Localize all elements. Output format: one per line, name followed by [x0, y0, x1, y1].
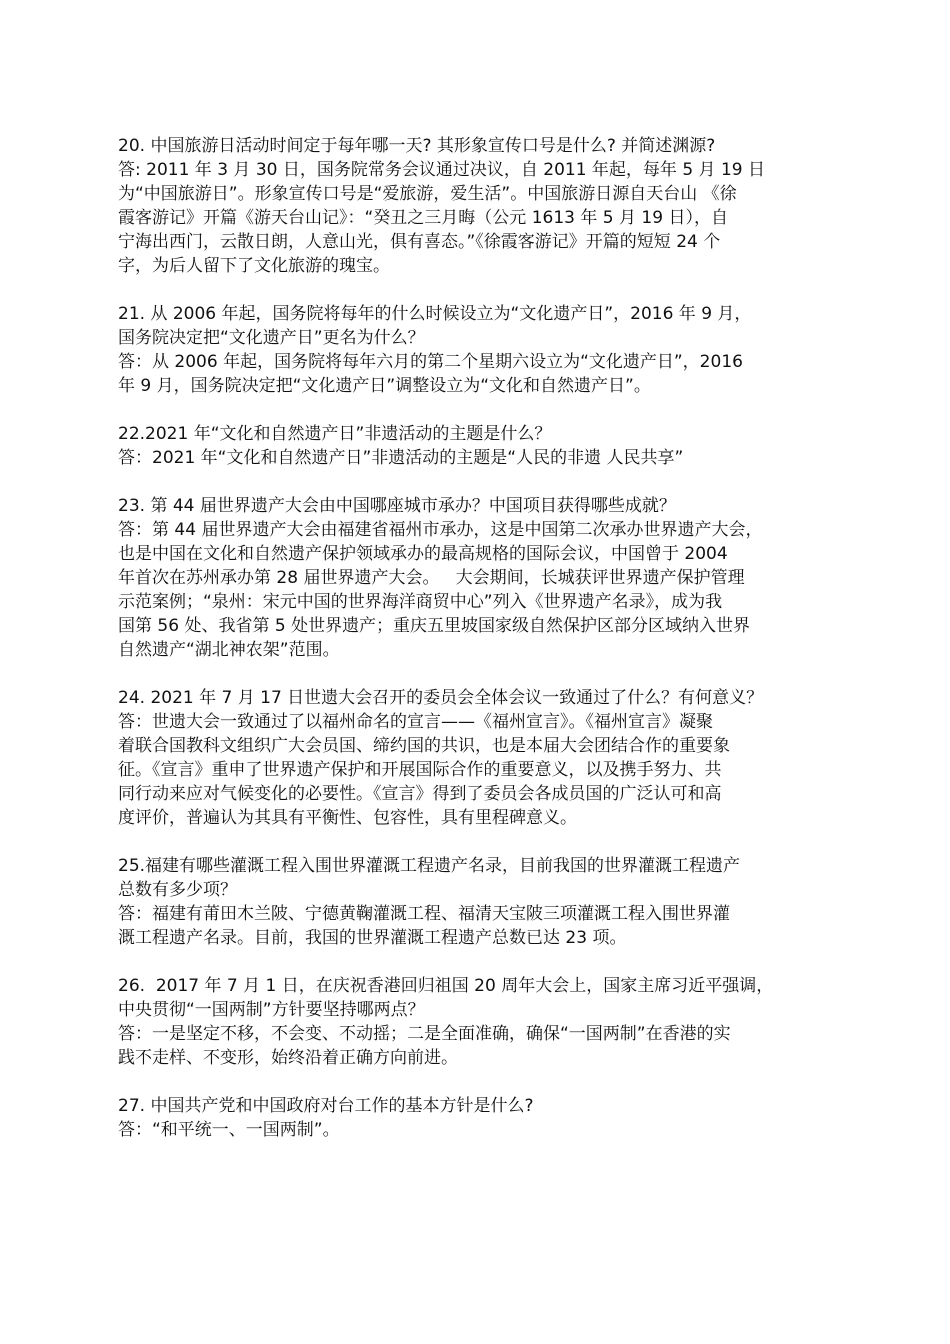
question-line: 中央贯彻“一国两制”方针要坚持哪两点？ [118, 1000, 425, 1020]
answer-line: 字，为后人留下了文化旅游的瑰宝。 [118, 256, 390, 276]
answer-line: 宁海出西门，云散日朗，人意山光，俱有喜态。”《徐霞客游记》开篇的短短 24 个 [118, 232, 721, 252]
answer-line: 示范案例；“泉州：宋元中国的世界海洋商贸中心”列入《世界遗产名录》，成为我 [118, 592, 723, 612]
answer-line: 溉工程遗产名录。目前，我国的世界灌溉工程遗产总数已达 23 项。 [118, 928, 627, 948]
qa-item-21 [118, 302, 834, 398]
answer-line: 答：一是坚定不移，不会变、不动摇；二是全面准确，确保“一国两制”在香港的实 [118, 1024, 731, 1044]
question-line: 20. 中国旅游日活动时间定于每年哪一天? 其形象宣传口号是什么? 并简述渊源? [118, 136, 716, 156]
question-line: 22.2021 年“文化和自然遗产日”非遗活动的主题是什么？ [118, 424, 552, 444]
question-line: 21. 从 2006 年起，国务院将每年的什么时候设立为“文化遗产日”，2016 年 9 月， [118, 304, 752, 324]
qa-item-24 [118, 686, 834, 830]
answer-line: 答：2021 年“文化和自然遗产日”非遗活动的主题是“人民的非遗 人民共享” [118, 448, 684, 468]
question-line: 27. 中国共产党和中国政府对台工作的基本方针是什么? [118, 1096, 534, 1116]
question-line: 26. 2017 年 7 月 1 日，在庆祝香港回归祖国 20 周年大会上，国家主席习近平强调， [118, 976, 774, 996]
answer-line: 答：第 44 届世界遗产大会由福建省福州市承办，这是中国第二次承办世界遗产大会， [118, 520, 763, 540]
question-line: 总数有多少项？ [118, 880, 237, 900]
qa-item-26 [118, 974, 834, 1070]
answer-line: 征。《宣言》重申了世界遗产保护和开展国际合作的重要意义，以及携手努力、共 [118, 760, 722, 780]
qa-item-25 [118, 854, 834, 950]
answer-line: 年 9 月，国务院决定把“文化遗产日”调整设立为“文化和自然遗产日”。 [118, 376, 651, 396]
answer-line: 答：世遗大会一致通过了以福州命名的宣言——《福州宣言》。《福州宣言》凝聚 [118, 712, 713, 732]
answer-line: 着联合国教科文组织广大会员国、缔约国的共识，也是本届大会团结合作的重要象 [118, 736, 730, 756]
answer-line: 度评价，普遍认为其具有平衡性、包容性，具有里程碑意义。 [118, 808, 577, 828]
answer-line: 答：福建有莆田木兰陂、宁德黄鞠灌溉工程、福清天宝陂三项灌溉工程入围世界灌 [118, 904, 730, 924]
qa-item-20 [118, 134, 834, 278]
answer-line: 答：从 2006 年起，国务院将每年六月的第二个星期六设立为“文化遗产日”，2016 [118, 352, 743, 372]
answer-line: 同行动来应对气候变化的必要性。《宣言》得到了委员会各成员国的广泛认可和高 [118, 784, 722, 804]
qa-item-23 [118, 494, 834, 662]
qa-item-22 [118, 422, 834, 470]
answer-line: 答: 2011 年 3 月 30 日，国务院常务会议通过决议，自 2011 年起，每年 5 月 19 日 [118, 160, 765, 180]
answer-line: 自然遗产“湖北神农架”范围。 [118, 640, 340, 660]
document-page [118, 134, 834, 1166]
question-line: 23. 第 44 届世界遗产大会由中国哪座城市承办？中国项目获得哪些成就？ [118, 496, 676, 516]
question-line: 25.福建有哪些灌溉工程入围世界灌溉工程遗产名录，目前我国的世界灌溉工程遗产 [118, 856, 741, 876]
question-line: 国务院决定把“文化遗产日”更名为什么？ [118, 328, 425, 348]
answer-line: 为“中国旅游日”。形象宣传口号是“爱旅游，爱生活”。中国旅游日源自天台山 《徐 [118, 184, 737, 204]
answer-line: 践不走样、不变形，始终沿着正确方向前进。 [118, 1048, 458, 1068]
question-line: 24. 2021 年 7 月 17 日世遗大会召开的委员会全体会议一致通过了什么？有何意义？ [118, 688, 764, 708]
answer-line: 霞客游记》开篇《游天台山记》：“癸丑之三月晦（公元 1613 年 5 月 19 日），自 [118, 208, 728, 228]
answer-line: 国第 56 处、我省第 5 处世界遗产；重庆五里坡国家级自然保护区部分区域纳入世界 [118, 616, 751, 636]
answer-line: 年首次在苏州承办第 28 届世界遗产大会。 大会期间，长城获评世界遗产保护管理 [118, 568, 745, 588]
qa-item-27 [118, 1094, 834, 1142]
answer-line: 也是中国在文化和自然遗产保护领域承办的最高规格的国际会议，中国曾于 2004 [118, 544, 728, 564]
answer-line: 答：“和平统一、一国两制”。 [118, 1120, 340, 1140]
